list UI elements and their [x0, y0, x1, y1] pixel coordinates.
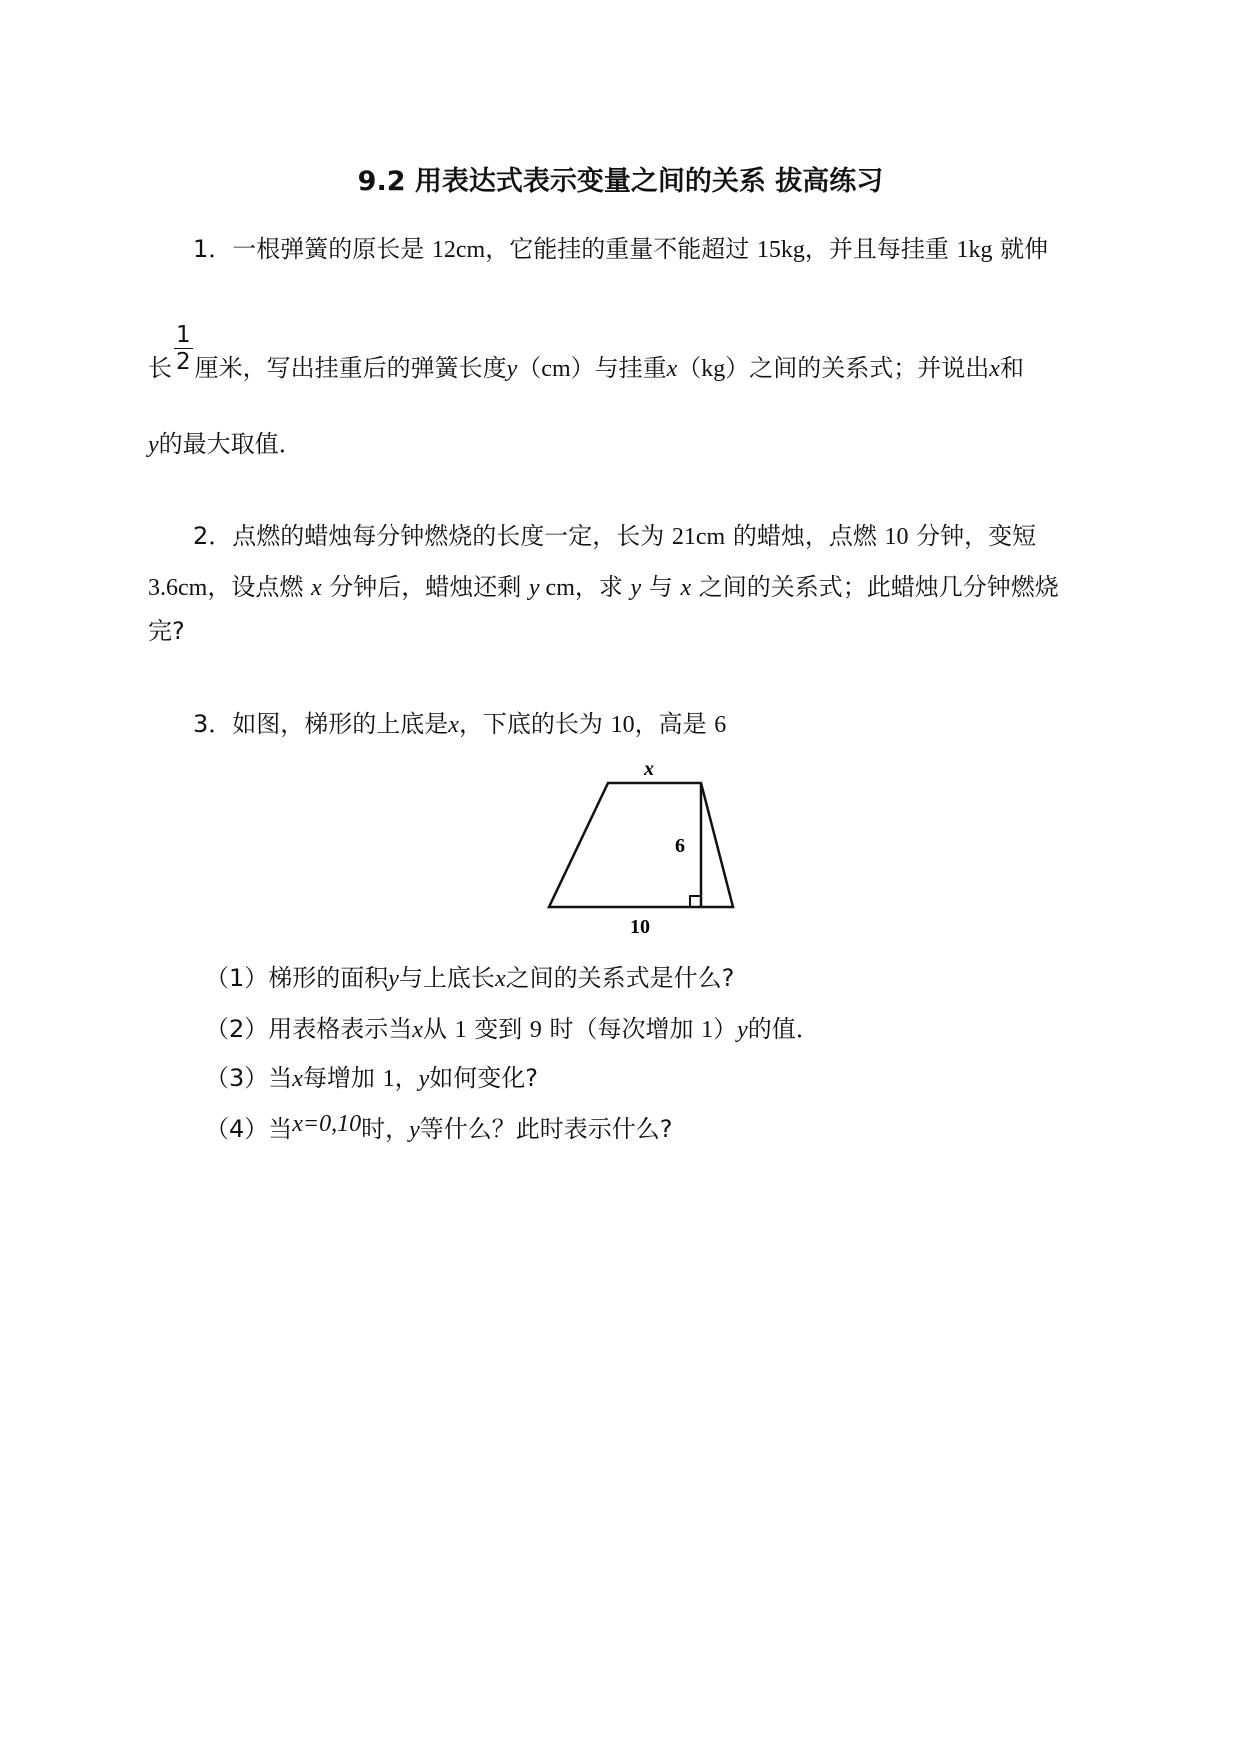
q1-text: ，并且每挂重: [804, 235, 957, 263]
fraction-denominator: 2: [176, 348, 191, 375]
q1-unit-weight-value: 1kg: [956, 237, 993, 263]
q3-text: 时（每次增加: [541, 1015, 702, 1043]
variable-y: y: [409, 1117, 420, 1143]
q3-sub3: [205, 1062, 538, 1095]
trapezoid-shape: [549, 783, 733, 907]
q1-text: 就伸: [992, 235, 1049, 263]
q3-text: ，下底的长为: [458, 710, 611, 738]
q2-candle-length: 21cm: [671, 524, 726, 550]
number: 1: [454, 1017, 467, 1043]
q3-text: （4）当: [205, 1115, 293, 1143]
trapezoid-diagram: [545, 750, 745, 940]
q1-text: ）之间的关系式；并说出: [725, 354, 990, 382]
q3-text: 之间的关系式是什么?: [505, 964, 735, 992]
q3-text: 时，: [361, 1115, 410, 1143]
q1-text: 的最大取值．: [158, 430, 303, 458]
q3-text: ）: [713, 1015, 738, 1043]
q3-sub2: [205, 1013, 820, 1046]
q1-text: 厘米，写出挂重后的弹簧长度: [194, 354, 507, 382]
q3-text: （1）梯形的面积: [205, 964, 389, 992]
variable-y: y: [737, 1017, 748, 1043]
q3-text: （3）当: [205, 1064, 293, 1092]
q1-text: ）与挂重: [570, 354, 667, 382]
variable-x: x: [989, 356, 1000, 382]
q3-text: 变到: [466, 1015, 530, 1043]
q3-text: 与上底长: [398, 964, 495, 992]
q3-intro: [193, 708, 726, 741]
unit-cm: cm: [541, 356, 571, 382]
fraction-numerator: 1: [176, 321, 191, 348]
q3-text: 从: [422, 1015, 455, 1043]
variable-x: x: [292, 1066, 303, 1092]
number: 1: [701, 1017, 714, 1043]
q3-text: 如何变化?: [429, 1064, 538, 1092]
q1-line1: [193, 233, 1048, 266]
q1-text: 1．一根弹簧的原长是: [193, 235, 432, 263]
q3-text: 每增加: [302, 1064, 383, 1092]
variable-x: x: [680, 575, 692, 601]
q2-text: 分钟后，蜡烛还剩: [321, 573, 529, 601]
q3-text: ，: [394, 1064, 419, 1092]
variable-y: y: [630, 575, 642, 601]
variable-x: x: [310, 575, 322, 601]
q1-line2: [148, 321, 1024, 385]
variable-y: y: [528, 575, 540, 601]
q2-text: 与: [641, 573, 681, 601]
q1-line3: [148, 428, 303, 461]
q3-text: 的值．: [747, 1015, 820, 1043]
q3-text: ，高是: [634, 710, 715, 738]
top-base-label: x: [644, 758, 654, 780]
q3-text: （2）用表格表示当: [205, 1015, 413, 1043]
number: 9: [529, 1017, 542, 1043]
q2-text: ，求: [574, 573, 631, 601]
q3-height: 6: [714, 712, 727, 738]
right-angle-marker: [690, 896, 701, 907]
q2-text: 完?: [148, 617, 185, 645]
variable-y: y: [148, 432, 159, 458]
expression-x-values: x=0,10: [292, 1111, 362, 1137]
q2-minutes: 10: [884, 524, 909, 550]
q2-text: ，设点燃: [207, 573, 311, 601]
variable-x: x: [448, 712, 459, 738]
height-label: 6: [675, 835, 685, 857]
variable-x: x: [494, 966, 506, 992]
q1-text: ，它能挂的重量不能超过: [485, 235, 757, 263]
variable-y: y: [506, 356, 518, 382]
q3-sub4: [205, 1113, 673, 1146]
number: 1: [382, 1066, 395, 1092]
fraction-one-half: [174, 322, 193, 375]
unit-kg: kg: [701, 356, 726, 382]
variable-x: x: [666, 356, 678, 382]
page-title: 9.2 用表达式表示变量之间的关系 拔高练习: [357, 166, 884, 197]
q1-text: （: [517, 354, 542, 382]
q1-length-value: 12cm: [431, 237, 486, 263]
q3-sub1: [205, 962, 734, 995]
q3-text: 3．如图，梯形的上底是: [193, 710, 449, 738]
q3-text: 等什么？此时表示什么?: [419, 1115, 673, 1143]
bottom-base-label: 10: [630, 916, 650, 938]
q2-line1: [193, 520, 1036, 553]
unit-cm: cm: [539, 575, 575, 601]
q2-line3: [148, 615, 185, 647]
q2-text: 分钟，变短: [908, 522, 1037, 550]
q2-text: 的蜡烛，点燃: [725, 522, 885, 550]
q2-shortened-length: 3.6cm: [148, 575, 208, 601]
variable-y: y: [388, 966, 399, 992]
variable-x: x: [412, 1017, 423, 1043]
q1-max-weight-value: 15kg: [756, 237, 805, 263]
q2-text: 之间的关系式；此蜡烛几分钟燃烧: [691, 573, 1059, 601]
q1-text: 长: [148, 354, 172, 382]
q2-line2: [148, 571, 1059, 604]
q3-bottom-base: 10: [610, 712, 635, 738]
trapezoid-figure: [545, 750, 745, 940]
q1-text: （: [677, 354, 702, 382]
q2-text: 2．点燃的蜡烛每分钟燃烧的长度一定，长为: [193, 522, 672, 550]
q1-text: 和: [999, 354, 1024, 382]
variable-y: y: [418, 1066, 430, 1092]
